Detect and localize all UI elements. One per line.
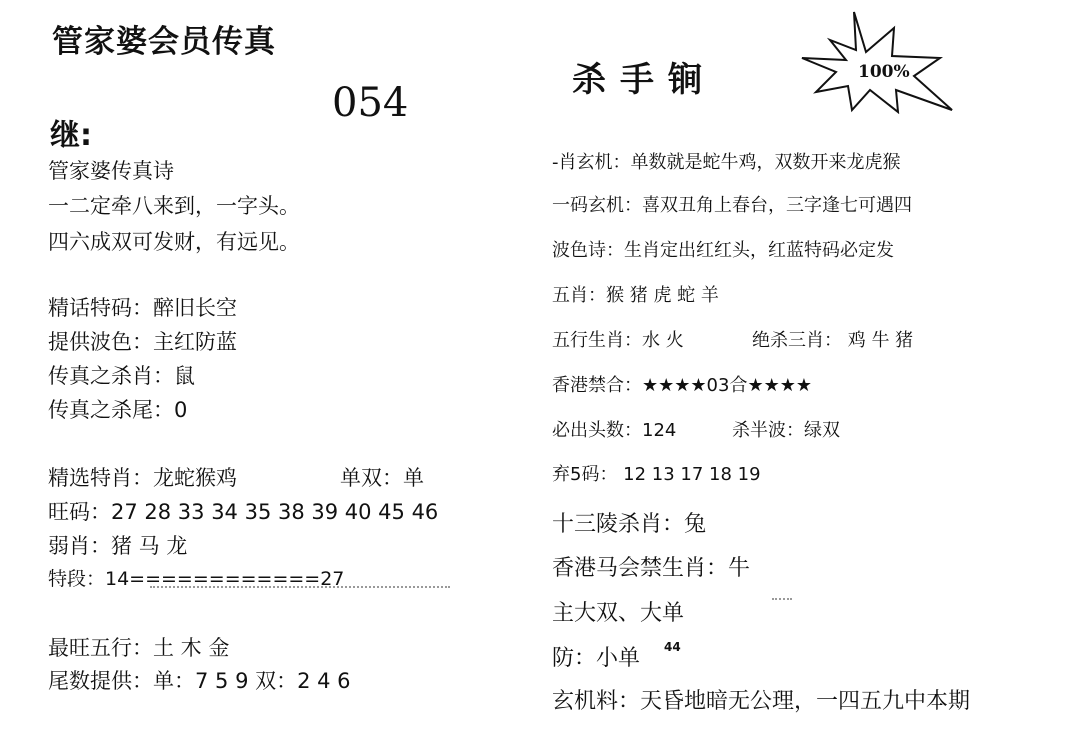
wu-xiao: 五肖：猴 猪 虎 蛇 羊	[552, 285, 719, 306]
bichu-toushu: 必出头数：124	[552, 420, 677, 441]
xiao-xuanji: -肖玄机：单数就是蛇牛鸡，双数开来龙虎猴	[552, 152, 901, 173]
dotted-mark	[772, 598, 792, 600]
sha-xiao: 传真之杀肖：鼠	[48, 364, 195, 388]
ma-xuanji: 一码玄机：喜双丑角上春台，三字逢七可遇四	[552, 195, 912, 216]
zhu-da: 主大双、大单	[552, 601, 685, 626]
burst-badge	[796, 10, 958, 114]
wang-ma: 旺码：27 28 33 34 35 38 39 40 45 46	[48, 500, 439, 524]
continued-label: 继:	[50, 118, 92, 153]
juesha-sanxiao: 绝杀三肖： 鸡 牛 猪	[752, 330, 914, 351]
bose-poem: 波色诗：生肖定出红红头，红蓝特码必定发	[552, 240, 894, 261]
poem-title: 管家婆传真诗	[48, 159, 174, 183]
small-mark: 44	[664, 640, 681, 654]
poem-line-2: 四六成双可发财，有远见。	[48, 230, 300, 254]
wuxing-shengxiao: 五行生肖：水 火	[552, 330, 684, 351]
dotted-divider	[150, 586, 450, 592]
qi-wuma: 弃5码： 12 13 17 18 19	[552, 464, 761, 485]
wang-wuxing: 最旺五行：土 木 金	[48, 636, 230, 660]
dan-shuang: 单双：单	[340, 466, 424, 490]
ruo-xiao: 弱肖：猪 马 龙	[48, 534, 188, 558]
shisanling-shaxiao: 十三陵杀肖：兔	[552, 512, 707, 537]
page-title: 管家婆会员传真	[52, 24, 276, 60]
killer-title: 杀手锏	[572, 60, 716, 100]
te-duan: 特段：14============27	[48, 568, 345, 590]
poem-line-1: 一二定牵八来到，一字头。	[48, 194, 300, 218]
hk-jin-shengxiao: 香港马会禁生肖：牛	[552, 556, 751, 581]
bose-tip: 提供波色：主红防蓝	[48, 330, 237, 354]
sha-wei: 传真之杀尾：0	[48, 398, 188, 422]
jinghua-tema: 精话特码：醉旧长空	[48, 296, 237, 320]
issue-number: 054	[332, 80, 409, 126]
jingxuan-texiao: 精选特肖：龙蛇猴鸡	[48, 466, 237, 490]
fang-xiaodan: 防：小单	[552, 646, 641, 671]
xuanji-liao: 玄机料：天昏地暗无公理，一四五九中本期	[552, 689, 971, 714]
wei-shu: 尾数提供：单：7 5 9 双：2 4 6	[48, 669, 351, 693]
badge-label: 100%	[858, 62, 910, 82]
hk-jinhe: 香港禁合：★★★★03合★★★★	[552, 375, 812, 396]
sha-banbo: 杀半波：绿双	[732, 420, 840, 441]
